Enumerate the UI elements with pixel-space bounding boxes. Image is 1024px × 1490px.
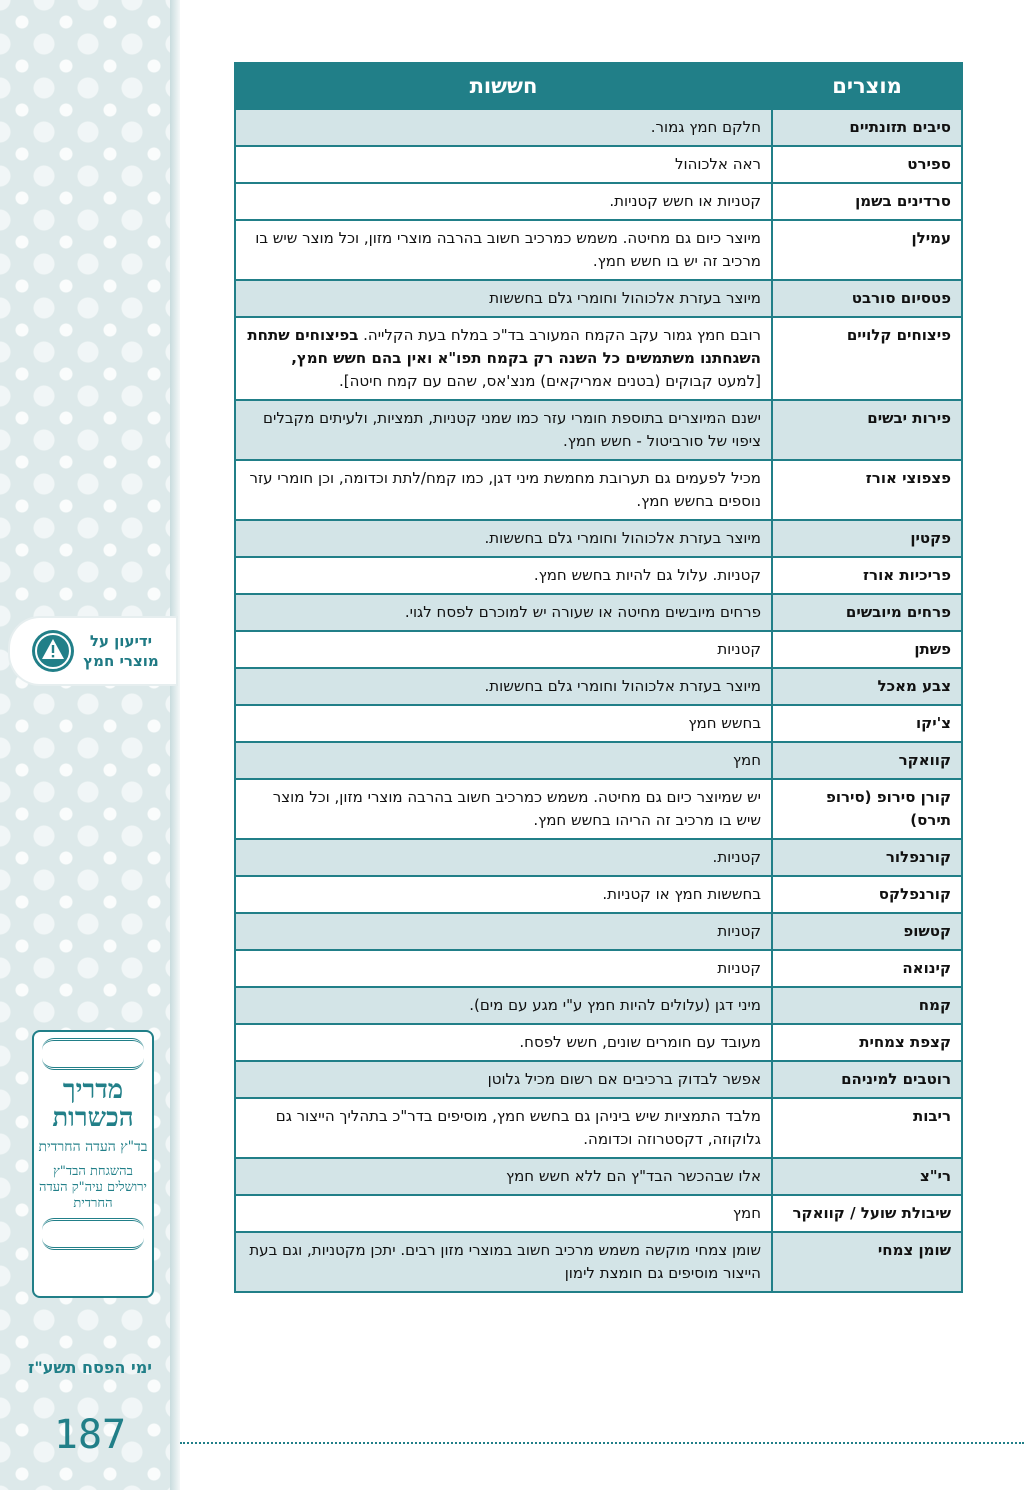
product-cell: שיבולת שועל / קוואקר [772, 1195, 962, 1232]
table-row [235, 779, 962, 839]
product-cell: סרדינים בשמן [772, 183, 962, 220]
concern-cell: קטניות [235, 950, 772, 987]
product-cell: קינואה [772, 950, 962, 987]
concern-text: רובם חמץ גמור עקב הקמח המעורב בד"כ במלח בעת הקלייה. [363, 326, 761, 344]
table-row [235, 400, 962, 460]
table-row [235, 220, 962, 280]
product-cell: עמילן [772, 220, 962, 280]
table-row [235, 280, 962, 317]
concern-cell: מיוצר כיום גם מחיטה. משמש כמרכיב חשוב בהרבה מוצרי מזון, וכל מוצר שיש בו מרכיב זה יש בו חשש חמץ. [235, 220, 772, 280]
product-cell: קורנפלקס [772, 876, 962, 913]
table-row [235, 631, 962, 668]
concern-cell: קטניות או חשש קטניות. [235, 183, 772, 220]
product-cell: סיבים תזונתיים [772, 109, 962, 146]
warning-icon [32, 630, 74, 672]
season-label: ימי הפסח תשע"ז [28, 1358, 152, 1377]
concern-cell: מיני דגן (עלולים להיות חמץ ע"י מגע עם מים). [235, 987, 772, 1024]
table-row [235, 987, 962, 1024]
table-row [235, 1195, 962, 1232]
product-cell: קטשופ [772, 913, 962, 950]
table-row [235, 1024, 962, 1061]
concern-cell: חלקם חמץ גמור. [235, 109, 772, 146]
concern-cell: בחשש חמץ [235, 705, 772, 742]
concern-text-tail: [למעט קבוקים (בטנים אמריקאים) מנצ'אס, שהם עם קמח חיטה]. [338, 372, 761, 390]
table-row [235, 839, 962, 876]
product-cell: קצפת צמחית [772, 1024, 962, 1061]
section-tab [10, 618, 176, 684]
concern-cell: שומן צמחי מוקשה משמש מרכיב חשוב במוצרי מזון רבים. יתכן מקטניות, וגם בעת הייצור מוסיפים גם חומצת לימון [235, 1232, 772, 1292]
product-cell: קמח [772, 987, 962, 1024]
badge-subtitle: בד"ץ העדה החרדית [38, 1139, 148, 1155]
table-row [235, 1158, 962, 1195]
concern-cell: אפשר לבדוק ברכיבים אם רשום מכיל גלוטן [235, 1061, 772, 1098]
concern-cell: קטניות [235, 913, 772, 950]
page-number: 187 [53, 1412, 127, 1458]
product-cell: פירות יבשים [772, 400, 962, 460]
concern-cell: בחששות חמץ או קטניות. [235, 876, 772, 913]
table-row [235, 317, 962, 400]
header-concerns: חששות [235, 63, 772, 109]
kashrut-guide-badge [32, 1030, 154, 1298]
concern-cell: מלבד התמציות שיש ביניהן גם בחשש חמץ, מוסיפים בדר"כ בתהליך הייצור גם גלוקוזה, דקסטרוזה וכדומה. [235, 1098, 772, 1158]
product-cell: קורן סירופ (סירופ תירס) [772, 779, 962, 839]
product-cell: פיצוחים קלויים [772, 317, 962, 400]
badge-title: מדריך הכשרות [52, 1075, 134, 1133]
concern-cell: מיוצר בעזרת אלכוהול וחומרי גלם בחששות [235, 280, 772, 317]
product-cell: צ'יקו [772, 705, 962, 742]
concern-cell: מיוצר בעזרת אלכוהול וחומרי גלם בחששות. [235, 520, 772, 557]
concern-cell [235, 317, 772, 400]
table-row [235, 1098, 962, 1158]
concern-cell: אלו שבהכשר הבד"ץ הם ללא חשש חמץ [235, 1158, 772, 1195]
product-cell: פטסיום סורבט [772, 280, 962, 317]
table-row [235, 520, 962, 557]
concern-cell: פרחים מיובשים מחיטה או שעורה יש למוכרם לפסח לגוי. [235, 594, 772, 631]
concern-cell: מיוצר בעזרת אלכוהול וחומרי גלם בחששות. [235, 668, 772, 705]
product-cell: רוטבים למיניהם [772, 1061, 962, 1098]
concern-cell: מכיל לפעמים גם תערובת מחמשת מיני דגן, כמו קמח/לתת וכדומה, וכן חומרי עזר נוספים בחשש חמץ. [235, 460, 772, 520]
product-cell: פצפוצי אורז [772, 460, 962, 520]
table-row [235, 950, 962, 987]
concern-cell: ישנם המיוצרים בתוספת חומרי עזר כמו שמני קטניות, תמציות, ולעיתים מקבלים ציפוי של סורביטול - חשש חמץ. [235, 400, 772, 460]
table-row [235, 668, 962, 705]
product-cell: קורנפלור [772, 839, 962, 876]
table-row [235, 557, 962, 594]
table-row [235, 1061, 962, 1098]
ornament-top [42, 1038, 144, 1070]
concern-cell: ראה אלכוהול [235, 146, 772, 183]
table-row [235, 109, 962, 146]
section-tab-label: ידיעון על מוצרי חמץ [83, 632, 159, 670]
table-row [235, 705, 962, 742]
concern-cell: קטניות. [235, 839, 772, 876]
table-row [235, 146, 962, 183]
badge-seal: בהשגחת הבד"ץ ירושלים עיה"ק העדה החרדית [39, 1164, 147, 1211]
table-row [235, 876, 962, 913]
margin-edge [170, 0, 180, 1490]
product-cell: פקטין [772, 520, 962, 557]
footer-rule [180, 1442, 1024, 1444]
product-cell: ספירט [772, 146, 962, 183]
product-cell: קוואקר [772, 742, 962, 779]
product-cell: רי"צ [772, 1158, 962, 1195]
concern-highlight: בפיצוחים שתחת השגחתנו משתמשים כל השנה רק בקמח תפו"א ואין בהם חשש חמץ, [247, 326, 761, 367]
product-cell: פריכיות אורז [772, 557, 962, 594]
product-cell: צבע מאכל [772, 668, 962, 705]
table-row [235, 594, 962, 631]
table-row [235, 460, 962, 520]
product-cell: פרחים מיובשים [772, 594, 962, 631]
table-row [235, 1232, 962, 1292]
table-row [235, 183, 962, 220]
chametz-concerns-table [234, 62, 963, 1293]
ornament-bottom [42, 1218, 144, 1250]
product-cell: ריבות [772, 1098, 962, 1158]
concern-cell: חמץ [235, 742, 772, 779]
table-header [235, 63, 962, 109]
header-products: מוצרים [772, 63, 962, 109]
table-row [235, 913, 962, 950]
product-cell: שומן צמחי [772, 1232, 962, 1292]
table-row [235, 742, 962, 779]
concern-cell: יש שמיוצר כיום גם מחיטה. משמש כמרכיב חשוב בהרבה מוצרי מזון, וכל מוצר שיש בו מרכיב זה הריהו בחשש חמץ. [235, 779, 772, 839]
concern-cell: קטניות. עלול גם להיות בחשש חמץ. [235, 557, 772, 594]
concern-cell: מעובד עם חומרים שונים, חשש לפסח. [235, 1024, 772, 1061]
concern-cell: חמץ [235, 1195, 772, 1232]
product-cell: פשתן [772, 631, 962, 668]
concern-cell: קטניות [235, 631, 772, 668]
